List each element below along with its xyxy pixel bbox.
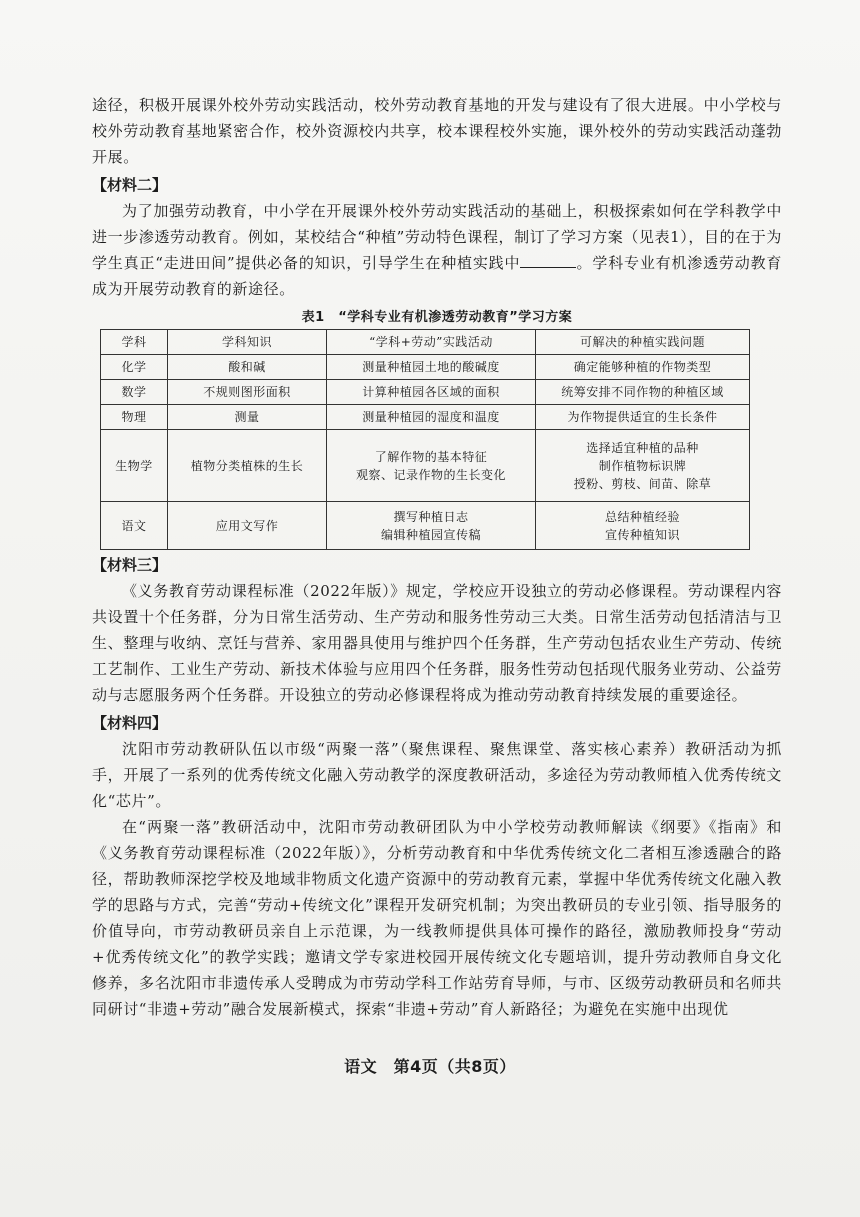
material2-paragraph (92, 198, 782, 302)
material2-text-end: 。学科专业有机渗透劳动教育成为开展劳动教育的新途径。 (92, 254, 782, 298)
header-problem: 可解决的种植实践问题 (536, 330, 750, 355)
material3-heading: 【材料三】 (92, 556, 168, 574)
header-subject: 学科 (101, 330, 168, 355)
answer-blank[interactable] (520, 253, 576, 268)
material4-heading: 【材料四】 (92, 714, 168, 732)
material4-paragraph-1: 沈阳市劳动教研队伍以市级“两聚一落”（聚焦课程、聚焦课堂、落实核心素养）教研活动为抓手，开展了一系列的优秀传统文化融入劳动教学的深度教研活动，多途径为劳动教师植入优秀传统文化“芯片”。 (92, 740, 782, 810)
cell-knowledge: 植物分类植株的生长 (168, 430, 327, 502)
cell-subject: 化学 (101, 355, 168, 380)
table-row (101, 380, 750, 405)
cell-knowledge: 应用文写作 (168, 502, 327, 550)
table-row (101, 405, 750, 430)
cell-activity: 撰写种植日志 编辑种植园宣传稿 (327, 502, 536, 550)
cell-problem: 选择适宜种植的品种 制作植物标识牌 授粉、剪枝、间苗、除草 (536, 430, 750, 502)
cell-activity: 计算种植园各区域的面积 (327, 380, 536, 405)
cell-activity: 测量种植园的湿度和温度 (327, 405, 536, 430)
material4-paragraph-2: 在“两聚一落”教研活动中，沈阳市劳动教研团队为中小学校劳动教师解读《纲要》《指南》和《义务教育劳动课程标准（2022年版）》，分析劳动教育和中华优秀传统文化二者相互渗透融合的路径，帮助教师深挖学校及地域非物质文化遗产资源中的劳动教育元素，掌握中华优秀传统文化融入教学的思路与方式，完善“劳动+传统文化”课程开发研究机制；为突出教研员的专业引领、指导服务的价值导向，市劳动教研员亲自上示范课，为一线教师提供具体可操作的路径，激励教师投身“劳动+优秀传统文化”的教学实践；邀请文学专家进校园开展传统文化专题培训，提升劳动教师自身文化修养，多名沈阳市非遗传承人受聘成为市劳动学科工作站劳育导师，与市、区级劳动教研员和名师共同研讨“非遗+劳动”融合发展新模式，探索“非遗+劳动”育人新路径；为避免在实施中出现优 (92, 818, 782, 1018)
table-row (101, 355, 750, 380)
page-footer: 语文 第4页（共8页） (344, 1057, 516, 1076)
cell-activity: 测量种植园土地的酸碱度 (327, 355, 536, 380)
cell-subject: 物理 (101, 405, 168, 430)
intro-paragraph: 途径，积极开展课外校外劳动实践活动，校外劳动教育基地的开发与建设有了很大进展。中小学校与校外劳动教育基地紧密合作，校外资源校内共享，校本课程校外实施，课外校外的劳动实践活动蓬勃开展。 (92, 96, 782, 166)
cell-knowledge: 不规则图形面积 (168, 380, 327, 405)
study-plan-table (100, 329, 750, 550)
header-activity: “学科+劳动”实践活动 (327, 330, 536, 355)
cell-problem: 确定能够种植的作物类型 (536, 355, 750, 380)
cell-subject: 语文 (101, 502, 168, 550)
cell-problem: 统筹安排不同作物的种植区域 (536, 380, 750, 405)
cell-problem: 总结种植经验 宣传种植知识 (536, 502, 750, 550)
cell-subject: 数学 (101, 380, 168, 405)
material2-heading: 【材料二】 (92, 176, 168, 194)
material3-paragraph: 《义务教育劳动课程标准（2022年版）》规定，学校应开设独立的劳动必修课程。劳动课程内容共设置十个任务群，分为日常生活劳动、生产劳动和服务性劳动三大类。日常生活劳动包括清洁与卫生、整理与收纳、烹饪与营养、家用器具使用与维护四个任务群，生产劳动包括农业生产劳动、传统工艺制作、工业生产劳动、新技术体验与应用四个任务群，服务性劳动包括现代服务业劳动、公益劳动与志愿服务两个任务群。开设独立的劳动必修课程将成为推动劳动教育持续发展的重要途径。 (92, 582, 782, 704)
table-caption: 表1 “学科专业有机渗透劳动教育”学习方案 (301, 310, 573, 325)
cell-knowledge: 酸和碱 (168, 355, 327, 380)
header-knowledge: 学科知识 (168, 330, 327, 355)
cell-problem: 为作物提供适宜的生长条件 (536, 405, 750, 430)
table-row (101, 502, 750, 550)
table-row (101, 430, 750, 502)
cell-subject: 生物学 (101, 430, 168, 502)
cell-activity: 了解作物的基本特征 观察、记录作物的生长变化 (327, 430, 536, 502)
cell-knowledge: 测量 (168, 405, 327, 430)
material2-text: 为了加强劳动教育，中小学在开展课外校外劳动实践活动的基础上，积极探索如何在学科教学中进一步渗透劳动教育。例如，某校结合“种植”劳动特色课程，制订了学习方案（见表1），目的在于为学生真正“走进田间”提供必备的知识，引导学生在种植实践中 (92, 202, 782, 272)
table-header-row (101, 330, 750, 355)
